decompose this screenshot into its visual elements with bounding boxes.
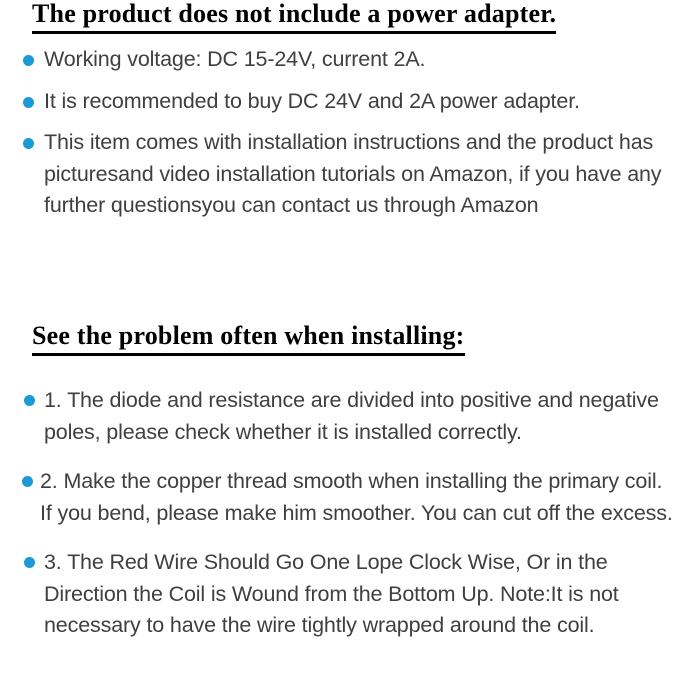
- section-2-heading: See the problem often when installing:: [32, 322, 465, 356]
- list-item: [0, 127, 700, 222]
- section-2-heading-row: [0, 322, 465, 356]
- bullet-dot-icon: [22, 476, 33, 487]
- bullet-dot-icon: [23, 55, 34, 66]
- section-1-heading: The product does not include a power adapter.: [32, 0, 556, 34]
- bullet-dot-icon: [23, 138, 34, 149]
- list-item-label: Working voltage: DC 15-24V, current 2A.: [44, 47, 426, 71]
- bullet-dot-icon: [24, 395, 35, 406]
- bullet-dot-icon: [24, 557, 35, 568]
- list-item-label: 3. The Red Wire Should Go One Lope Clock Wise, Or in the Direction the Coil is Wound from the Bottom Up. Note:It is not necessary to have the wire tightly wrapped around the coil.: [44, 550, 619, 637]
- problems-bullet-list: [0, 385, 700, 642]
- list-item-label: This item comes with installation instructions and the product has picturesand video installation tutorials on Amazon, if you have any further questionsyou can contact us through Amazon: [44, 130, 662, 217]
- list-item-label: 2. Make the copper thread smooth when installing the primary coil. If you bend, please make him smoother. You can cut off the excess.: [40, 469, 673, 525]
- list-item: [0, 466, 700, 529]
- list-item: [0, 547, 700, 642]
- list-item: [0, 86, 700, 118]
- list-item: [0, 44, 700, 76]
- list-item-label: 1. The diode and resistance are divided into positive and negative poles, please check whether it is installed correctly.: [44, 388, 659, 444]
- list-item-label: It is recommended to buy DC 24V and 2A power adapter.: [44, 88, 580, 113]
- section-1-heading-row: [0, 0, 556, 34]
- intro-bullet-list: [0, 44, 700, 222]
- bullet-dot-icon: [23, 97, 34, 108]
- list-item: [0, 385, 700, 448]
